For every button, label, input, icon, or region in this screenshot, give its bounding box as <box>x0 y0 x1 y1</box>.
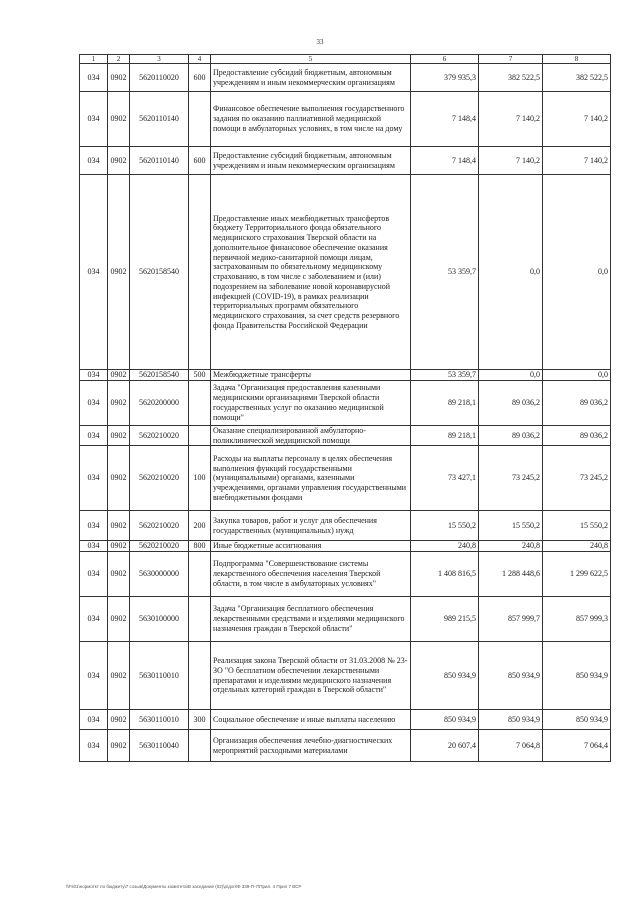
expense-type-cell <box>189 597 211 642</box>
table-row <box>80 425 611 446</box>
section-code-cell: 0902 <box>108 175 130 370</box>
admin-code-cell: 034 <box>80 370 108 381</box>
amount-year1-cell: 53 359,7 <box>411 175 479 370</box>
admin-code-cell: 034 <box>80 541 108 552</box>
expense-type-cell <box>189 730 211 762</box>
amount-year3-cell: 0,0 <box>543 175 611 370</box>
table-row <box>80 446 611 511</box>
amount-year3-cell: 7 140,2 <box>543 147 611 175</box>
target-article-cell: 5620210020 <box>130 511 189 541</box>
amount-year2-cell: 382 522,5 <box>479 64 543 92</box>
table-row <box>80 511 611 541</box>
target-article-cell: 5620110020 <box>130 64 189 92</box>
target-article-cell: 5620110140 <box>130 147 189 175</box>
description-cell: Иные бюджетные ассигнования <box>211 541 411 552</box>
column-header: 4 <box>189 55 211 64</box>
column-header: 6 <box>411 55 479 64</box>
expense-type-cell: 600 <box>189 64 211 92</box>
amount-year3-cell: 850 934,9 <box>543 710 611 730</box>
expense-type-cell: 600 <box>189 147 211 175</box>
amount-year2-cell: 0,0 <box>479 175 543 370</box>
target-article-cell: 5620158540 <box>130 175 189 370</box>
amount-year2-cell: 15 550,2 <box>479 511 543 541</box>
section-code-cell: 0902 <box>108 147 130 175</box>
admin-code-cell: 034 <box>80 710 108 730</box>
table-row <box>80 642 611 710</box>
column-header: 5 <box>211 55 411 64</box>
expense-type-cell <box>189 642 211 710</box>
amount-year1-cell: 850 934,9 <box>411 642 479 710</box>
column-header: 2 <box>108 55 130 64</box>
description-cell: Оказание специализированной амбулаторно-поликлинической медицинской помощи <box>211 425 411 446</box>
admin-code-cell: 034 <box>80 552 108 597</box>
amount-year3-cell: 7 064,4 <box>543 730 611 762</box>
target-article-cell: 5620200000 <box>130 380 189 425</box>
description-cell: Расходы на выплаты персоналу в целях обеспечения выполнения функций государственными (муниципальными) органами, казенными учреждениями, органами управления государственными внебюджетными фондами <box>211 446 411 511</box>
target-article-cell: 5630110010 <box>130 642 189 710</box>
table-row <box>80 175 611 370</box>
file-path-footer: \\Fs01\нормоткт по бюджету\7 созыв\Документы комитета\В заседание (02)\р\доп\Ф 339-П-7\Прил. 4 Прил 7 ВСР <box>66 884 302 889</box>
amount-year3-cell: 0,0 <box>543 370 611 381</box>
description-cell: Социальное обеспечение и иные выплаты населению <box>211 710 411 730</box>
amount-year2-cell: 240,8 <box>479 541 543 552</box>
column-header: 1 <box>80 55 108 64</box>
amount-year2-cell: 73 245,2 <box>479 446 543 511</box>
amount-year1-cell: 89 218,1 <box>411 425 479 446</box>
amount-year2-cell: 89 036,2 <box>479 380 543 425</box>
table-row <box>80 597 611 642</box>
amount-year2-cell: 850 934,9 <box>479 642 543 710</box>
amount-year2-cell: 7 064,8 <box>479 730 543 762</box>
amount-year1-cell: 53 359,7 <box>411 370 479 381</box>
amount-year1-cell: 15 550,2 <box>411 511 479 541</box>
amount-year2-cell: 7 140,2 <box>479 92 543 147</box>
page-number: 33 <box>316 38 324 46</box>
expense-type-cell: 300 <box>189 710 211 730</box>
section-code-cell: 0902 <box>108 92 130 147</box>
amount-year3-cell: 15 550,2 <box>543 511 611 541</box>
expense-type-cell: 800 <box>189 541 211 552</box>
amount-year1-cell: 89 218,1 <box>411 380 479 425</box>
expense-type-cell <box>189 175 211 370</box>
amount-year3-cell: 89 036,2 <box>543 380 611 425</box>
expense-type-cell <box>189 92 211 147</box>
amount-year3-cell: 1 299 622,5 <box>543 552 611 597</box>
description-cell: Предоставление иных межбюджетных трансфертов бюджету Территориального фонда обязательного медицинского страхования Тверской области на дополнительное финансовое обеспечение оказания первичной медико-санитарной помощи лицам, застрахованным по обязательному медицинскому страхованию, в том числе с заболеванием и (или) подозрением на заболевание новой коронавирусной инфекцией (COVID-19), в рамках реализации территориальных программ обязательного медицинского страхования, за счет средств резервного фонда Правительства Российской Федерации <box>211 175 411 370</box>
description-cell: Финансовое обеспечение выполнения государственного задания по оказанию паллиативной медицинской помощи в амбулаторных условиях, в том числе на дому <box>211 92 411 147</box>
amount-year2-cell: 7 140,2 <box>479 147 543 175</box>
expense-type-cell: 100 <box>189 446 211 511</box>
amount-year1-cell: 989 215,5 <box>411 597 479 642</box>
amount-year3-cell: 240,8 <box>543 541 611 552</box>
budget-table <box>79 54 611 762</box>
amount-year3-cell: 73 245,2 <box>543 446 611 511</box>
target-article-cell: 5620210020 <box>130 425 189 446</box>
amount-year2-cell: 89 036,2 <box>479 425 543 446</box>
amount-year2-cell: 0,0 <box>479 370 543 381</box>
section-code-cell: 0902 <box>108 425 130 446</box>
section-code-cell: 0902 <box>108 710 130 730</box>
target-article-cell: 5620158540 <box>130 370 189 381</box>
amount-year1-cell: 20 607,4 <box>411 730 479 762</box>
description-cell: Задача "Организация предоставления казенными медицинскими организациями Тверской области государственных услуг по оказанию медицинской помощи" <box>211 380 411 425</box>
table-row <box>80 710 611 730</box>
amount-year1-cell: 240,8 <box>411 541 479 552</box>
amount-year1-cell: 850 934,9 <box>411 710 479 730</box>
admin-code-cell: 034 <box>80 147 108 175</box>
table-row <box>80 380 611 425</box>
admin-code-cell: 034 <box>80 597 108 642</box>
admin-code-cell: 034 <box>80 642 108 710</box>
description-cell: Задача "Организация бесплатного обеспечения лекарственными средствами и изделиями медицинского назначения граждан в Тверской области" <box>211 597 411 642</box>
amount-year3-cell: 857 999,3 <box>543 597 611 642</box>
target-article-cell: 5620110140 <box>130 92 189 147</box>
amount-year3-cell: 7 140,2 <box>543 92 611 147</box>
admin-code-cell: 034 <box>80 730 108 762</box>
amount-year3-cell: 382 522,5 <box>543 64 611 92</box>
target-article-cell: 5630000000 <box>130 552 189 597</box>
amount-year3-cell: 850 934,9 <box>543 642 611 710</box>
description-cell: Предоставление субсидий бюджетным, автономным учреждениям и иным некоммерческим организациям <box>211 147 411 175</box>
table-row <box>80 552 611 597</box>
section-code-cell: 0902 <box>108 642 130 710</box>
table-row <box>80 541 611 552</box>
section-code-cell: 0902 <box>108 730 130 762</box>
target-article-cell: 5620210020 <box>130 446 189 511</box>
section-code-cell: 0902 <box>108 64 130 92</box>
section-code-cell: 0902 <box>108 380 130 425</box>
admin-code-cell: 034 <box>80 380 108 425</box>
description-cell: Подпрограмма "Совершенствование системы лекарственного обеспечения населения Тверской области, в том числе в амбулаторных условиях" <box>211 552 411 597</box>
section-code-cell: 0902 <box>108 446 130 511</box>
expense-type-cell <box>189 425 211 446</box>
amount-year1-cell: 7 148,4 <box>411 147 479 175</box>
table-row <box>80 92 611 147</box>
expense-type-cell <box>189 552 211 597</box>
admin-code-cell: 034 <box>80 425 108 446</box>
table-row <box>80 64 611 92</box>
target-article-cell: 5620210020 <box>130 541 189 552</box>
description-cell: Межбюджетные трансферты <box>211 370 411 381</box>
expense-type-cell: 200 <box>189 511 211 541</box>
amount-year2-cell: 857 999,7 <box>479 597 543 642</box>
amount-year1-cell: 1 408 816,5 <box>411 552 479 597</box>
expense-type-cell <box>189 380 211 425</box>
amount-year1-cell: 73 427,1 <box>411 446 479 511</box>
admin-code-cell: 034 <box>80 175 108 370</box>
column-header: 7 <box>479 55 543 64</box>
description-cell: Закупка товаров, работ и услуг для обеспечения государственных (муниципальных) нужд <box>211 511 411 541</box>
admin-code-cell: 034 <box>80 64 108 92</box>
amount-year2-cell: 850 934,9 <box>479 710 543 730</box>
section-code-cell: 0902 <box>108 370 130 381</box>
description-cell: Предоставление субсидий бюджетным, автономным учреждениям и иным некоммерческим организациям <box>211 64 411 92</box>
description-cell: Реализация закона Тверской области от 31.03.2008 № 23-ЗО "О бесплатном обеспечении лекарственными препаратами и изделиями медицинского назначения отдельных категорий граждан в Тверской области" <box>211 642 411 710</box>
expense-type-cell: 500 <box>189 370 211 381</box>
table-row <box>80 370 611 381</box>
column-header: 8 <box>543 55 611 64</box>
section-code-cell: 0902 <box>108 597 130 642</box>
amount-year3-cell: 89 036,2 <box>543 425 611 446</box>
admin-code-cell: 034 <box>80 446 108 511</box>
section-code-cell: 0902 <box>108 541 130 552</box>
target-article-cell: 5630110010 <box>130 710 189 730</box>
description-cell: Организация обеспечения лечебно-диагностических мероприятий расходными материалами <box>211 730 411 762</box>
target-article-cell: 5630100000 <box>130 597 189 642</box>
amount-year1-cell: 7 148,4 <box>411 92 479 147</box>
table-row <box>80 730 611 762</box>
target-article-cell: 5630110040 <box>130 730 189 762</box>
column-header: 3 <box>130 55 189 64</box>
section-code-cell: 0902 <box>108 511 130 541</box>
admin-code-cell: 034 <box>80 511 108 541</box>
header-row <box>80 55 611 64</box>
admin-code-cell: 034 <box>80 92 108 147</box>
section-code-cell: 0902 <box>108 552 130 597</box>
amount-year1-cell: 379 935,3 <box>411 64 479 92</box>
table-row <box>80 147 611 175</box>
amount-year2-cell: 1 288 448,6 <box>479 552 543 597</box>
